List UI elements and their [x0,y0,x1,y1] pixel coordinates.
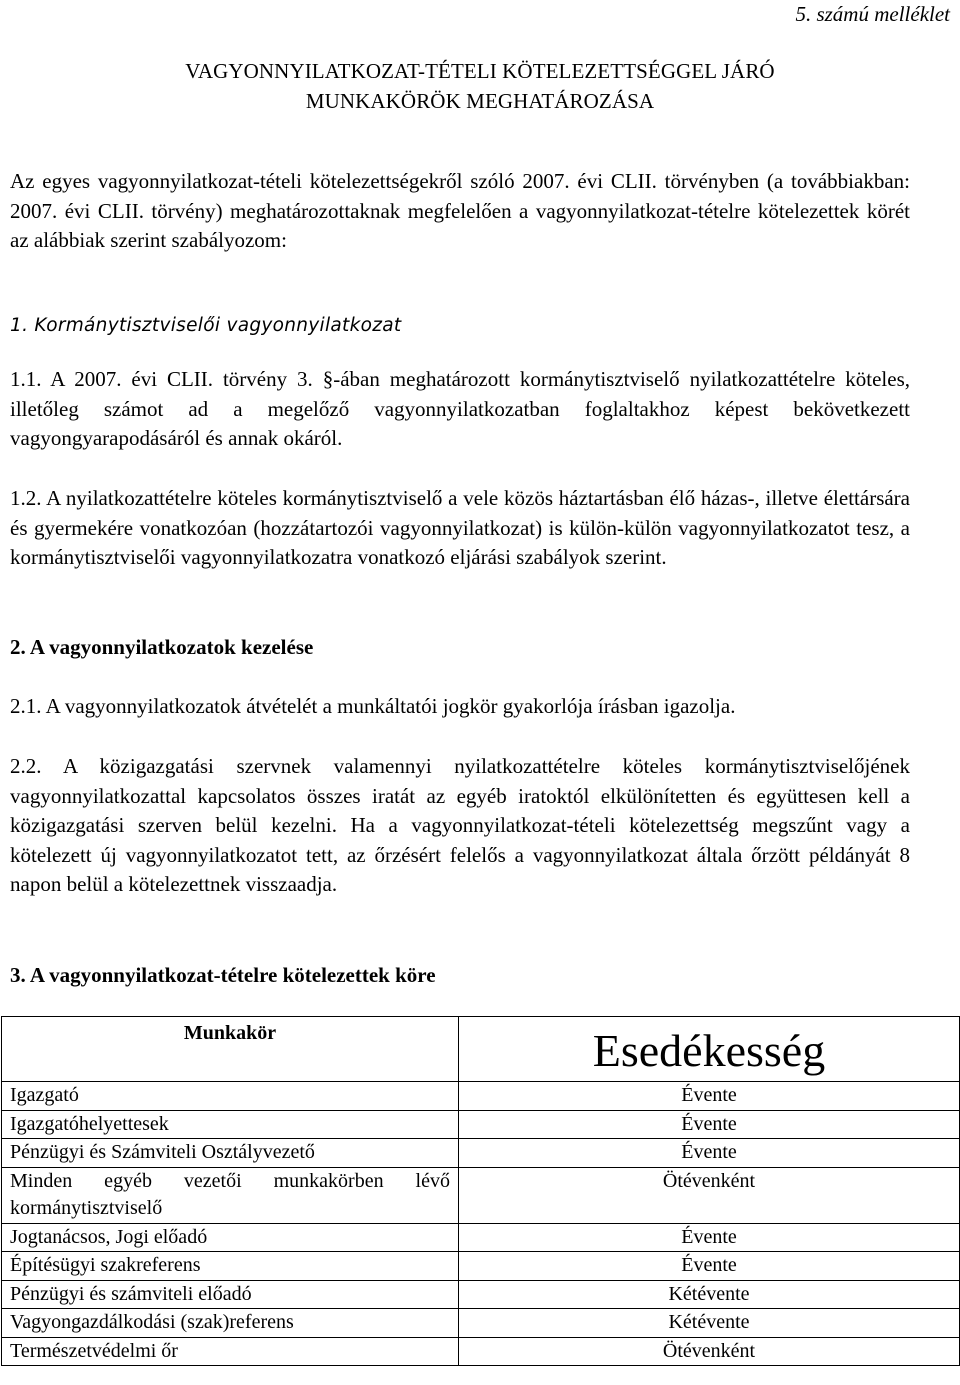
table-row [2,1082,960,1111]
position-cell: Pénzügyi és számviteli előadó [2,1280,459,1309]
table-row [2,1252,960,1281]
due-cell: Évente [459,1082,960,1111]
table-row [2,1280,960,1309]
due-cell: Kétévente [459,1280,960,1309]
column-header-position: Munkakör [2,1017,459,1082]
table-header-row [2,1017,960,1082]
paragraph-2-2: 2.2. A közigazgatási szervnek valamennyi nyilatkozattételre köteles kormánytisztviselőjének vagyonnyilatkozattal kapcsolatos összes iratát az egyéb iratoktól elkülönítetten és együttesen kell a közigazgatási szerven belül kezelni. Ha a vagyonnyilatkozat-tételi kötelezettség megszűnt vagy a kötelezett új vagyonnyilatkozatot tett, az őrzésért felelős a vagyonnyilatkozat általa őrzött példányát 8 napon belül a kötelezettnek visszaadja. [10,754,910,897]
paragraph-1-2: 1.2. A nyilatkozattételre köteles kormánytisztviselő a vele közös háztartásban élő házas-, illetve élettársára és gyermekére vonatkozóan (hozzátartozói vagyonnyilatkozat) is külön-külön vagyonnyilatkozatot tesz, a kormánytisztviselői vagyonnyilatkozatra vonatkozó eljárási szabályok szerint. [10,486,910,570]
table-row [2,1223,960,1252]
paragraph-2-1: 2.1. A vagyonnyilatkozatok átvételét a munkáltatói jogkör gyakorlója írásban igazolja. [10,694,736,718]
due-cell: Évente [459,1110,960,1139]
intro-paragraph: Az egyes vagyonnyilatkozat-tételi kötelezettségekről szóló 2007. évi CLII. törvényben (a továbbiakban: 2007. évi CLII. törvény) meghatározottaknak megfelelően a vagyonnyilatkozat-tételre kötelezettek körét az alábbiak szerint szabályozom: [10,169,910,253]
section-2-heading: 2. A vagyonnyilatkozatok kezelése [10,635,314,659]
due-cell: Évente [459,1252,960,1281]
due-cell: Ötévenként [459,1337,960,1366]
due-cell: Évente [459,1139,960,1168]
position-cell: Pénzügyi és Számviteli Osztályvezető [2,1139,459,1168]
document-title [0,56,960,116]
section-1-heading: 1. Kormánytisztviselői vagyonnyilatkozat [10,315,402,336]
table-row [2,1337,960,1366]
table-body [2,1082,960,1366]
obligated-positions-table [1,1016,960,1366]
position-cell: Jogtanácsos, Jogi előadó [2,1223,459,1252]
annex-label: 5. számú melléklet [795,2,950,26]
table-row [2,1167,960,1223]
document-title-line-1: VAGYONNYILATKOZAT-TÉTELI KÖTELEZETTSÉGGEL JÁRÓ [185,59,775,83]
position-cell: Természetvédelmi őr [2,1337,459,1366]
table-row [2,1309,960,1338]
due-cell: Kétévente [459,1309,960,1338]
position-cell: Minden egyéb vezetői munkakörben lévő kormánytisztviselő [2,1167,459,1223]
due-cell: Évente [459,1223,960,1252]
position-cell: Igazgatóhelyettesek [2,1110,459,1139]
position-cell: Vagyongazdálkodási (szak)referens [2,1309,459,1338]
position-cell: Igazgató [2,1082,459,1111]
document-title-line-2: MUNKAKÖRÖK MEGHATÁROZÁSA [305,89,655,113]
column-header-due: Esedékesség [459,1017,960,1082]
section-3-heading: 3. A vagyonnyilatkozat-tételre kötelezettek köre [10,963,436,987]
table-row [2,1139,960,1168]
table-row [2,1110,960,1139]
paragraph-1-1: 1.1. A 2007. évi CLII. törvény 3. §-ában meghatározott kormánytisztviselő nyilatkozattételre köteles, illetőleg számot ad a megelőző vagyonnyilatkozatban foglaltakhoz képest bekövetkezett vagyongyarapodásáról és annak okáról. [10,367,910,451]
due-cell: Ötévenként [459,1167,960,1223]
position-cell: Építésügyi szakreferens [2,1252,459,1281]
